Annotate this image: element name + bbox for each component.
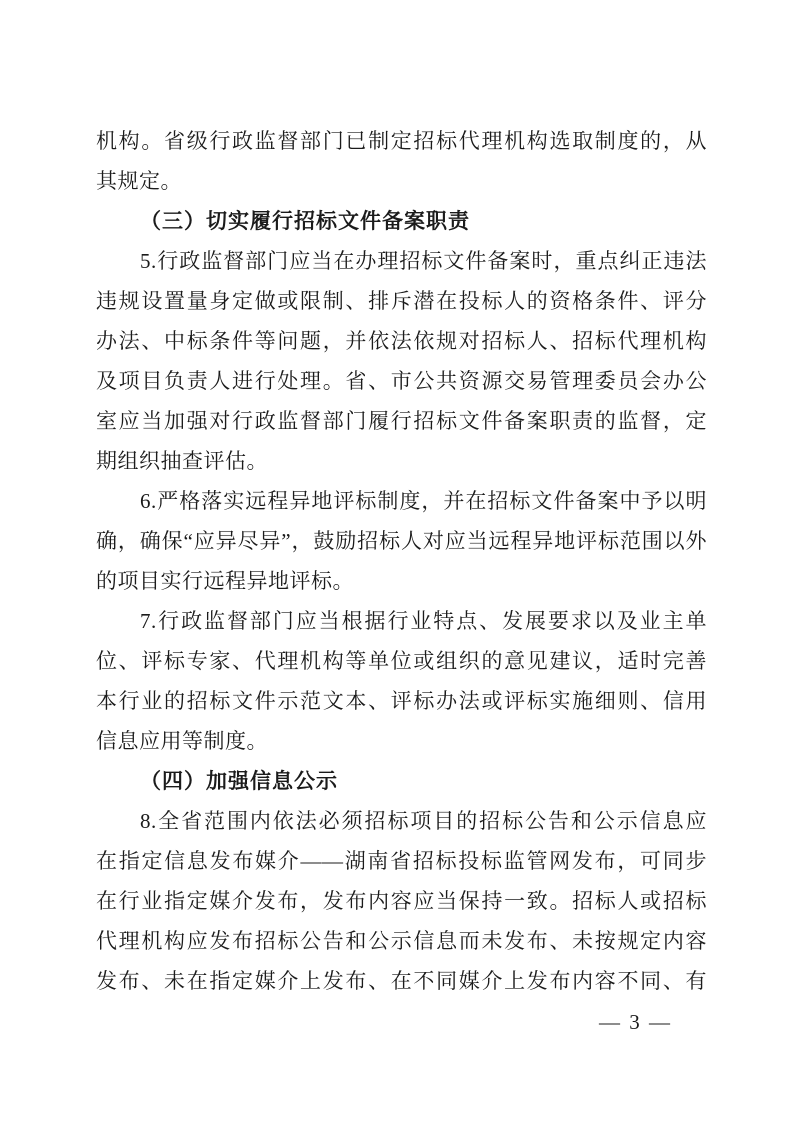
text-line: 确，确保“应异尽异”，鼓励招标人对应当远程异地评标范围以外	[96, 529, 707, 553]
text-line: 5.行政监督部门应当在办理招标文件备案时，重点纠正违法	[140, 249, 707, 273]
text-line: 在行业指定媒介发布，发布内容应当保持一致。招标人或招标	[96, 889, 707, 913]
text-line: 位、评标专家、代理机构等单位或组织的意见建议，适时完善	[96, 649, 707, 673]
text-line: 期组织抽查评估。	[96, 449, 268, 473]
section-heading-three: （三）切实履行招标文件备案职责	[140, 209, 470, 233]
text-line: 机构。省级行政监督部门已制定招标代理机构选取制度的，从	[96, 129, 707, 153]
text-line: 其规定。	[96, 169, 182, 193]
text-line: 发布、未在指定媒介上发布、在不同媒介上发布内容不同、有	[96, 969, 707, 993]
text-line: 代理机构应发布招标公告和公示信息而未发布、未按规定内容	[96, 929, 707, 953]
page-number: — 3 —	[599, 1010, 672, 1034]
document-body	[96, 121, 707, 1001]
text-line: 室应当加强对行政监督部门履行招标文件备案职责的监督，定	[96, 409, 707, 433]
text-line: 违规设置量身定做或限制、排斥潜在投标人的资格条件、评分	[96, 289, 707, 313]
text-line: 的项目实行远程异地评标。	[96, 569, 354, 593]
text-line: 及项目负责人进行处理。省、市公共资源交易管理委员会办公	[96, 369, 707, 393]
text-line: 本行业的招标文件示范文本、评标办法或评标实施细则、信用	[96, 689, 707, 713]
text-line: 办法、中标条件等问题，并依法依规对招标人、招标代理机构	[96, 329, 707, 353]
text-line: 在指定信息发布媒介——湖南省招标投标监管网发布，可同步	[96, 849, 707, 873]
text-line: 6.严格落实远程异地评标制度，并在招标文件备案中予以明	[140, 489, 707, 513]
text-line: 信息应用等制度。	[96, 729, 268, 753]
section-heading-four: （四）加强信息公示	[140, 769, 338, 793]
text-line: 7.行政监督部门应当根据行业特点、发展要求以及业主单	[140, 609, 707, 633]
text-line: 8.全省范围内依法必须招标项目的招标公告和公示信息应	[140, 809, 707, 833]
